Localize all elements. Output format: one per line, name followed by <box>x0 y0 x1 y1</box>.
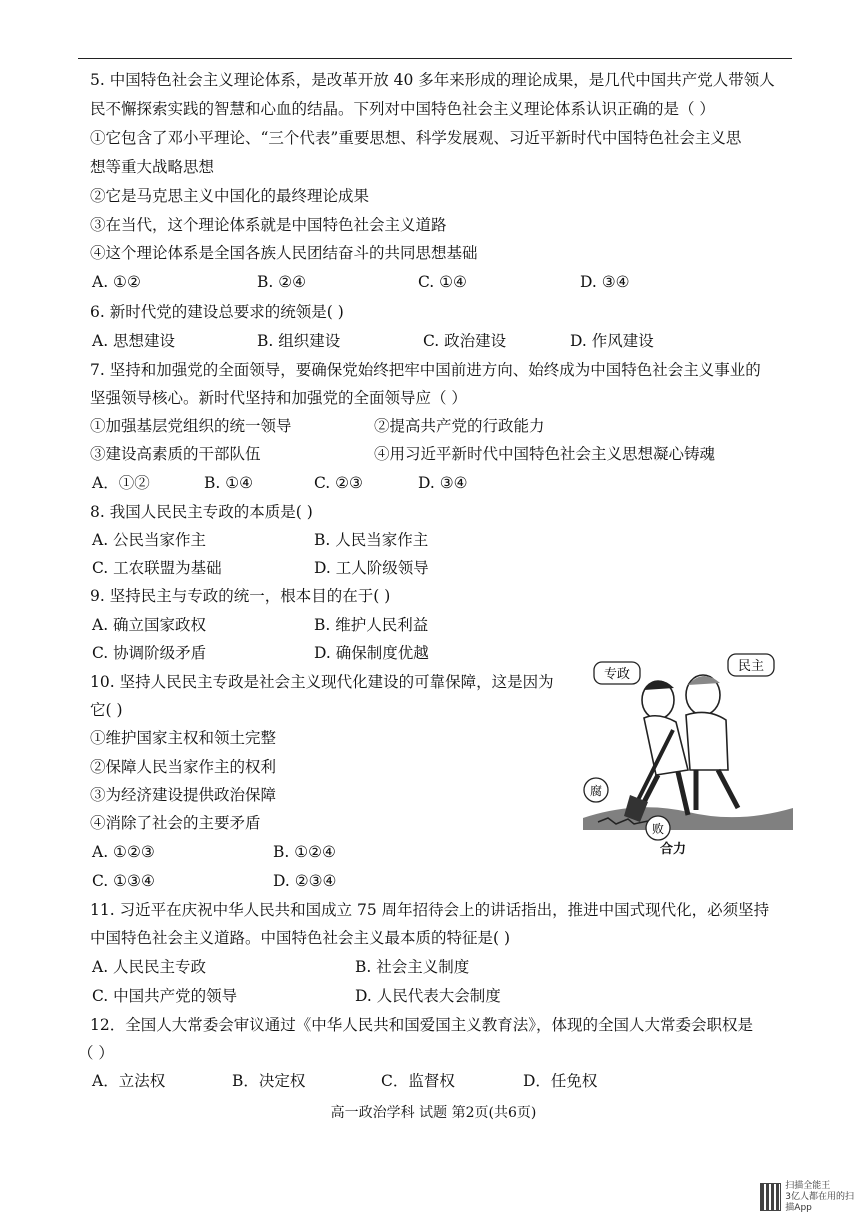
q8-option-a[interactable]: A. 公民当家作主 <box>92 531 207 549</box>
label-left-text: 专政 <box>603 667 631 682</box>
q6-option-a[interactable]: A. 思想建设 <box>92 332 176 350</box>
stamp-line2: 3亿人都在用的扫描App <box>785 1191 855 1213</box>
q5-option-d[interactable]: D. ③④ <box>580 273 630 291</box>
q12-option-c[interactable]: C．监督权 <box>381 1072 455 1090</box>
q7-stem-line2: 坚强领导核心。新时代坚持和加强党的全面领导应（ ） <box>90 389 467 407</box>
q9-option-b[interactable]: B. 维护人民利益 <box>314 616 429 634</box>
q7-option-b[interactable]: B. ①④ <box>204 474 254 492</box>
q7-option-d[interactable]: D. ③④ <box>418 474 468 492</box>
q10-option-b[interactable]: B. ①②④ <box>273 843 336 861</box>
q7-option-c[interactable]: C. ②③ <box>314 474 363 492</box>
q11-option-d[interactable]: D. 人民代表大会制度 <box>355 987 501 1005</box>
q10-cartoon-figure <box>578 650 798 860</box>
q5-option-b[interactable]: B. ②④ <box>257 273 307 291</box>
q10-option-a[interactable]: A. ①②③ <box>92 843 155 861</box>
q10-statement-1: ①维护国家主权和领土完整 <box>90 729 277 747</box>
q9-option-d[interactable]: D. 确保制度优越 <box>314 644 429 662</box>
stamp-line1: 扫描全能王 <box>785 1180 831 1191</box>
q10-statement-3: ③为经济建设提供政治保障 <box>90 786 277 804</box>
q10-statement-2: ②保障人民当家作主的权利 <box>90 758 277 776</box>
q7-stem-line1: 7. 坚持和加强党的全面领导，要确保党始终把牢中国前进方向、始终成为中国特色社会主义事业的 <box>90 361 761 379</box>
q7-statement-2: ②提高共产党的行政能力 <box>374 417 545 435</box>
q10-stem-line1: 10. 坚持人民民主专政是社会主义现代化建设的可靠保障，这是因为 <box>90 673 554 691</box>
q12-option-a[interactable]: A．立法权 <box>92 1072 166 1090</box>
q12-option-d[interactable]: D．任免权 <box>523 1072 598 1090</box>
q9-option-a[interactable]: A. 确立国家政权 <box>92 616 207 634</box>
q7-option-a[interactable]: A．①② <box>92 474 150 492</box>
q12-option-b[interactable]: B．决定权 <box>232 1072 306 1090</box>
q11-option-b[interactable]: B. 社会主义制度 <box>355 958 470 976</box>
q8-option-c[interactable]: C. 工农联盟为基础 <box>92 559 222 577</box>
q7-statement-3: ③建设高素质的干部队伍 <box>90 445 261 463</box>
q8-stem: 8. 我国人民民主专政的本质是( ) <box>90 503 313 521</box>
q7-statement-1: ①加强基层党组织的统一领导 <box>90 417 292 435</box>
q8-option-b[interactable]: B. 人民当家作主 <box>314 531 429 549</box>
q5-statement-3: ③在当代，这个理论体系就是中国特色社会主义道路 <box>90 216 447 234</box>
page-footer: 高一政治学科 试题 第2页(共6页) <box>330 1105 537 1121</box>
q6-option-b[interactable]: B. 组织建设 <box>257 332 341 350</box>
scanner-stamp <box>760 1180 856 1214</box>
q10-option-c[interactable]: C. ①③④ <box>92 872 155 890</box>
q10-figure-caption: 合力 <box>660 842 687 857</box>
qr-code-icon <box>760 1183 781 1211</box>
right-figure-body <box>686 712 728 770</box>
q7-statement-4: ④用习近平新时代中国特色社会主义思想凝心铸魂 <box>374 445 716 463</box>
top-rule <box>78 58 792 59</box>
q12-stem-line2: （ ） <box>78 1044 114 1062</box>
q5-statement-1b: 想等重大战略思想 <box>90 158 215 176</box>
q5-statement-4: ④这个理论体系是全国各族人民团结奋斗的共同思想基础 <box>90 244 478 262</box>
right-figure-legs <box>696 770 738 810</box>
q11-option-c[interactable]: C. 中国共产党的领导 <box>92 987 238 1005</box>
q12-stem-line1: 12．全国人大常委会审议通过《中华人民共和国爱国主义教育法》，体现的全国人大常委会职权是 <box>90 1016 753 1034</box>
q6-option-d[interactable]: D. 作风建设 <box>570 332 654 350</box>
q5-stem-line1: 5. 中国特色社会主义理论体系，是改革开放 40 多年来形成的理论成果，是几代中国共产党人带领人 <box>90 71 775 89</box>
q5-option-c[interactable]: C. ①④ <box>418 273 467 291</box>
q5-statement-2: ②它是马克思主义中国化的最终理论成果 <box>90 187 370 205</box>
q9-option-c[interactable]: C. 协调阶级矛盾 <box>92 644 207 662</box>
label-fail-text: 败 <box>651 822 665 836</box>
q6-option-c[interactable]: C. 政治建设 <box>423 332 507 350</box>
q11-option-a[interactable]: A. 人民民主专政 <box>92 958 207 976</box>
q10-option-d[interactable]: D. ②③④ <box>273 872 337 890</box>
q5-statement-1a: ①它包含了邓小平理论、“三个代表”重要思想、科学发展观、习近平新时代中国特色社会主义思 <box>90 129 742 147</box>
label-right-text: 民主 <box>737 659 765 674</box>
q8-option-d[interactable]: D. 工人阶级领导 <box>314 559 429 577</box>
stamp-text <box>785 1181 856 1214</box>
q11-stem-line2: 中国特色社会主义道路。中国特色社会主义最本质的特征是( ) <box>90 929 511 947</box>
q5-option-a[interactable]: A. ①② <box>92 273 141 291</box>
q9-stem: 9. 坚持民主与专政的统一，根本目的在于( ) <box>90 587 391 605</box>
q10-stem-line2: 它( ) <box>90 701 123 719</box>
q11-stem-line1: 11. 习近平在庆祝中华人民共和国成立 75 周年招待会上的讲话指出，推进中国式现代化，必须坚持 <box>90 901 770 919</box>
q5-stem-line2: 民不懈探索实践的智慧和心血的结晶。下列对中国特色社会主义理论体系认识正确的是（ ） <box>90 100 715 118</box>
q10-statement-4: ④消除了社会的主要矛盾 <box>90 814 261 832</box>
label-rot-text: 腐 <box>589 784 603 798</box>
cartoon-illustration <box>578 650 798 860</box>
q6-stem: 6. 新时代党的建设总要求的统领是( ) <box>90 303 344 321</box>
